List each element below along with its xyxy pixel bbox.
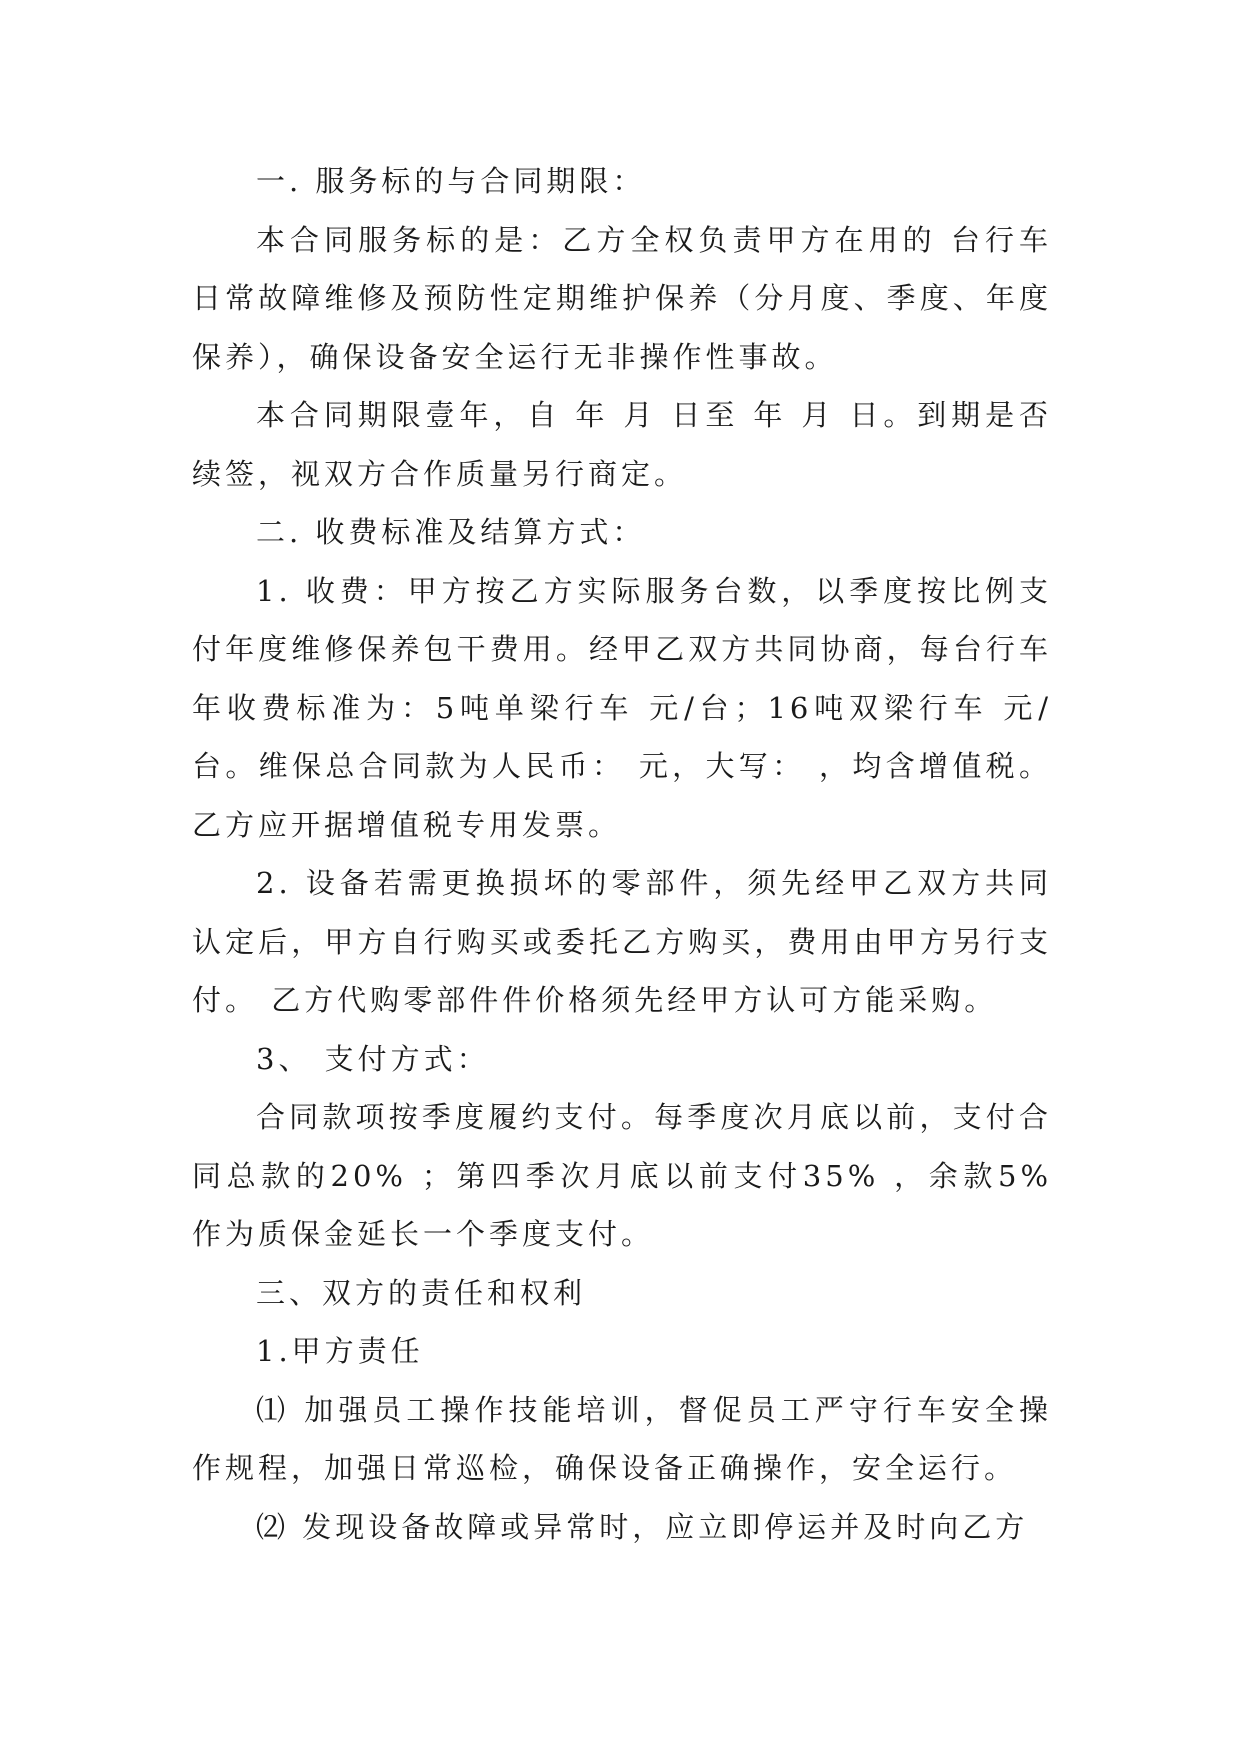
paragraph-service-subject: 本合同服务标的是：乙方全权负责甲方在用的 台行车日常故障维修及预防性定期维护保养（分月度、季度、年度保养），确保设备安全运行无非操作性事故。 [192, 222, 1052, 374]
subheading-payment-method: 3、 支付方式： [256, 1041, 490, 1076]
paragraph-fee-standard: 1. 收费：甲方按乙方实际服务台数，以季度按比例支付年度维修保养包干费用。经甲乙双方共同协商，每台行车年收费标准为：5吨单梁行车 元/台；16吨双梁行车 元/台。维保总合同款为人民币： 元，大写： ，均含增值税。乙方应开据增值税专用发票。 [192, 573, 1052, 842]
section-heading-fees: 二. 收费标准及结算方式： [256, 515, 646, 549]
paragraph-contract-term: 本合同期限壹年，自 年 月 日至 年 月 日。到期是否续签，视双方合作质量另行商定。 [192, 398, 1052, 491]
paragraph-responsibility-item-1: ⑴ 加强员工操作技能培训，督促员工严守行车安全操作规程，加强日常巡检，确保设备正确操作，安全运行。 [192, 1392, 1052, 1485]
section-heading-responsibilities: 三、双方的责任和权利 [256, 1275, 587, 1310]
paragraph-parts-replacement: 2. 设备若需更换损坏的零部件，须先经甲乙双方共同认定后，甲方自行购买或委托乙方购买，费用由甲方另行支付。 乙方代购零部件件价格须先经甲方认可方能采购。 [192, 866, 1052, 1017]
paragraph-payment-terms: 合同款项按季度履约支付。每季度次月底以前，支付合同总款的20% ；第四季次月底以前支付35% ，余款5%作为质保金延长一个季度支付。 [192, 1100, 1052, 1251]
document-body [192, 152, 1052, 1556]
subheading-party-a-responsibility: 1.甲方责任 [256, 1334, 424, 1368]
section-heading-service: 一. 服务标的与合同期限： [256, 164, 646, 198]
paragraph-responsibility-item-2: ⑵ 发现设备故障或异常时，应立即停运并及时向乙方 [256, 1509, 1029, 1544]
